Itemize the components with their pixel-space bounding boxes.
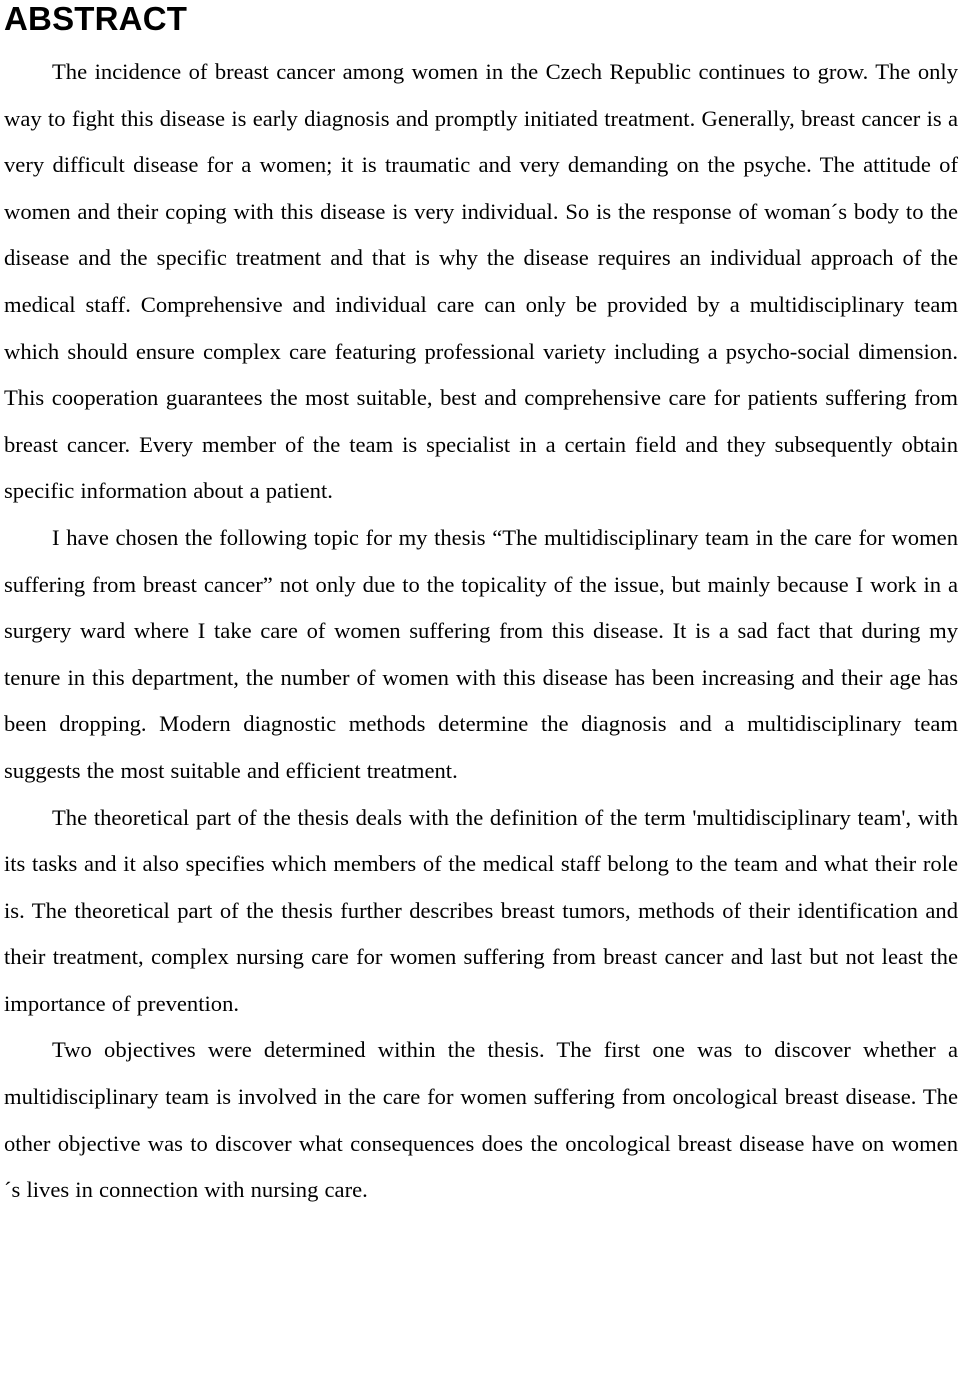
abstract-paragraph-1: The incidence of breast cancer among women in the Czech Republic continues to grow. The only way to fight this disease is early diagnosis and promptly initiated treatment. Generally, breast cancer is a very difficult disease for a women; it is traumatic and very demanding on the psyche. The attitude of women and their coping with this disease is very individual. So is the response of woman´s body to the disease and the specific treatment and that is why the disease requires an individual approach of the medical staff. Comprehensive and individual care can only be provided by a multidisciplinary team which should ensure complex care featuring professional variety including a psycho-social dimension. This cooperation guarantees the most suitable, best and comprehensive care for patients suffering from breast cancer. Every member of the team is specialist in a certain field and they subsequently obtain specific information about a patient. bbox=[4, 59, 958, 504]
abstract-paragraph-2: I have chosen the following topic for my thesis “The multidisciplinary team in the care for women suffering from breast cancer” not only due to the topicality of the issue, but mainly because I work in a surgery ward where I take care of women suffering from this disease. It is a sad fact that during my tenure in this department, the number of women with this disease has been increasing and their age has been dropping. Modern diagnostic methods determine the diagnosis and a multidisciplinary team suggests the most suitable and efficient treatment. bbox=[4, 524, 958, 783]
abstract-heading: ABSTRACT bbox=[4, 0, 188, 37]
abstract-paragraph-4: Two objectives were determined within the thesis. The first one was to discover whether a multidisciplinary team is involved in the care for women suffering from oncological breast disease. The other objective was to discover what consequences does the oncological breast disease have on women´s lives in connection with nursing care. bbox=[4, 1037, 958, 1203]
abstract-paragraph-3: The theoretical part of the thesis deals with the definition of the term 'multidisciplinary team', with its tasks and it also specifies which members of the medical staff belong to the team and what their role is. The theoretical part of the thesis further describes breast tumors, methods of their identification and their treatment, complex nursing care for women suffering from breast cancer and last but not least the importance of prevention. bbox=[4, 804, 958, 1016]
